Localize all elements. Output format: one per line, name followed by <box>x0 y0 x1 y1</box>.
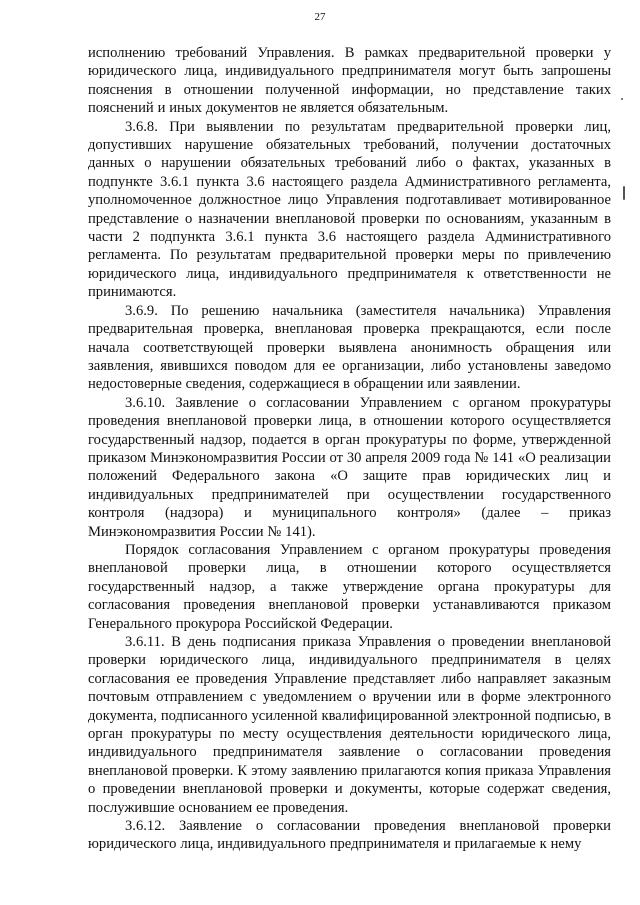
paragraph-3-6-9: 3.6.9. По решению начальника (заместителя начальника) Управления предварительная проверка, внеплановая проверка прекращаются, если после начала соответствующей проверки выявлена анонимность обращения или заявления, явившихся поводом для ее организации, либо установлены заведомо недостоверные сведения, содержащиеся в обращении или заявлении. <box>88 302 611 393</box>
paragraph-3-6-10-order: Порядок согласования Управлением с органом прокуратуры проведения внеплановой проверки лица, в отношении которого осуществляется государственный надзор, а также утверждение органа прокуратуры для согласования проведения внеплановой проверки устанавливаются приказом Генерального прокурора Российской Федерации. <box>88 541 611 632</box>
paragraph-continuation: исполнению требований Управления. В рамках предварительной проверки у юридического лица, индивидуального предпринимателя могут быть запрошены пояснения в отношении полученной информации, но представление таких пояснений и иных документов не является обязательным. <box>88 45 611 117</box>
document-body <box>88 44 611 854</box>
page-number: 27 <box>314 11 326 23</box>
paragraph-3-6-8: 3.6.8. При выявлении по результатам предварительной проверки лиц, допустивших нарушение обязательных требований, получении достаточных данных о нарушении обязательных требований либо о фактах, указанных в подпункте 3.6.1 пункта 3.6 настоящего раздела Административного регламента, уполномоченное должностное лицо Управления подготавливает мотивированное представление о назначении внеплановой проверки по основаниям, указанным в части 2 подпункта 3.6.1 пункта 3.6 настоящего раздела Административного регламента. По результатам предварительной проверки меры по привлечению юридического лица, индивидуального предпринимателя к ответственности не принимаются. <box>88 118 611 301</box>
paragraph-3-6-12: 3.6.12. Заявление о согласовании проведения внеплановой проверки юридического лица, индивидуального предпринимателя и прилагаемые к нему <box>88 818 611 853</box>
scan-speck <box>621 98 623 100</box>
paragraph-3-6-11: 3.6.11. В день подписания приказа Управления о проведении внеплановой проверки юридического лица, индивидуального предпринимателя в целях согласования ее проведения Управление представляет либо направляет заказным почтовым отправлением с уведомлением о вручении или в форме электронного документа, подписанного усиленной квалифицированной электронной подписью, в орган прокуратуры по месту осуществления деятельности юридического лица, индивидуального предпринимателя заявление о согласовании проведения внеплановой проверки. К этому заявлению прилагаются копия приказа Управления о проведении внеплановой проверки и документы, которые содержат сведения, послужившие основанием ее проведения. <box>88 634 611 816</box>
paragraph-3-6-10: 3.6.10. Заявление о согласовании Управлением с органом прокуратуры проведения внеплановой проверки лица, в отношении которого осуществляется государственный надзор, подается в орган прокуратуры по форме, утвержденной приказом Минэкономразвития России от 30 апреля 2009 года № 141 «О реализации положений Федерального закона «О защите прав юридических лиц и индивидуальных предпринимателей при осуществлении государственного контроля (надзора) и муниципального контроля» (далее – приказ Минэкономразвития России № 141). <box>88 394 611 540</box>
scan-speck <box>623 186 625 200</box>
